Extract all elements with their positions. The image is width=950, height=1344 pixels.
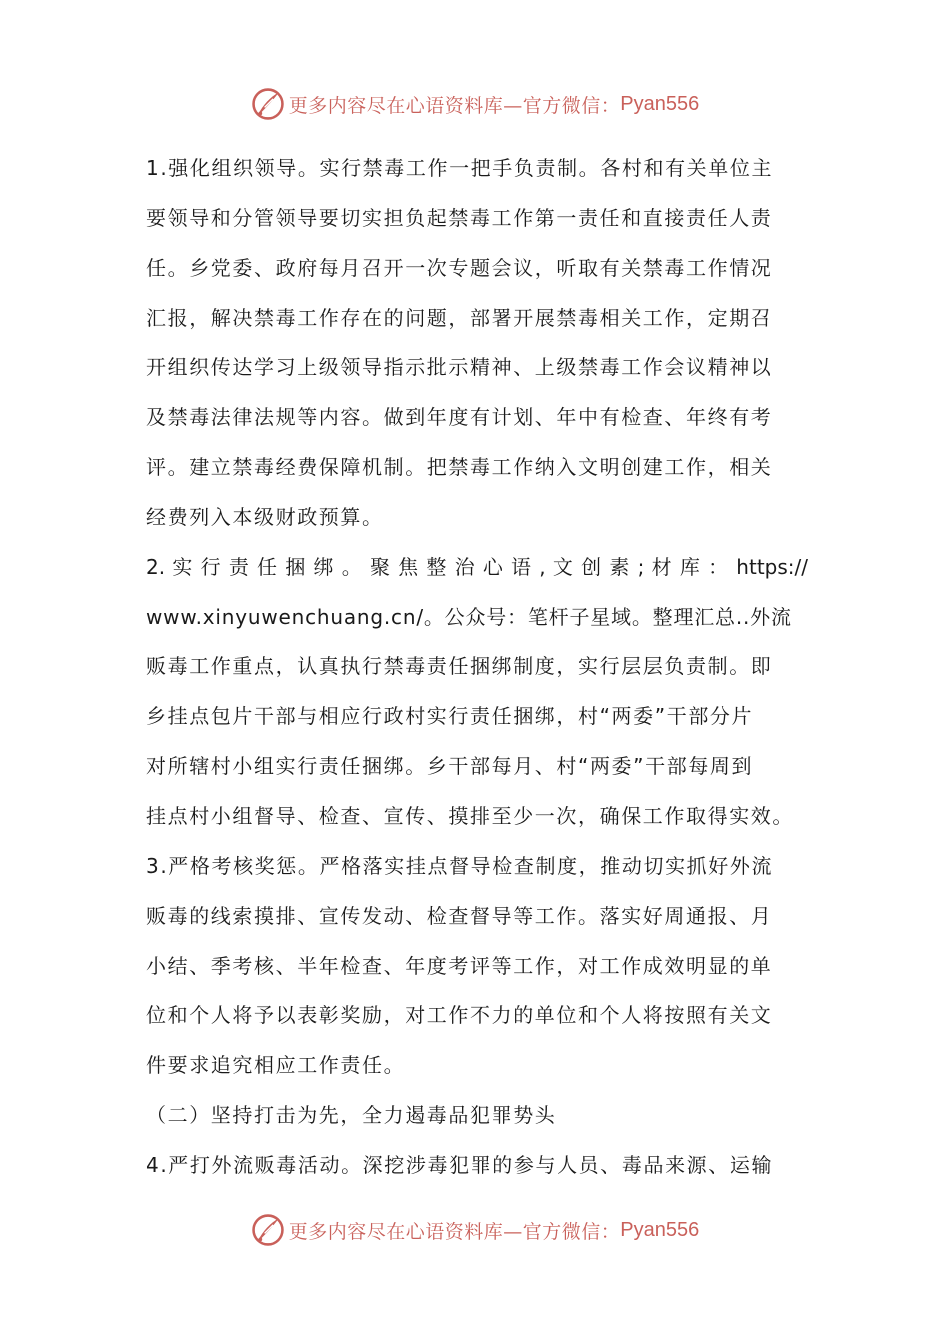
text-line: 挂点村小组督导、检查、宣传、摸排至少一次，确保工作取得实效。 <box>146 803 794 828</box>
text-line: 任。乡党委、政府每月召开一次专题会议，听取有关禁毒工作情况 <box>146 255 773 280</box>
text-line: 位和个人将予以表彰奖励，对工作不力的单位和个人将按照有关文 <box>146 1003 773 1028</box>
text-line: 4.严打外流贩毒活动。深挖涉毒犯罪的参与人员、毒品来源、运输 <box>146 1152 774 1177</box>
watermark-wechat-id: Pyan556 <box>620 92 700 115</box>
watermark-text: 更多内容尽在心语资料库—官方微信： <box>288 94 621 117</box>
text-line: 贩毒工作重点，认真执行禁毒责任捆绑制度，实行层层负责制。即 <box>146 654 773 679</box>
text-line: 汇报，解决禁毒工作存在的问题，部署开展禁毒相关工作，定期召 <box>146 305 773 330</box>
text-line: 1.强化组织领导。实行禁毒工作一把手负责制。各村和有关单位主 <box>146 156 774 180</box>
text-line: 件要求追究相应工作责任。 <box>146 1053 406 1078</box>
text-line: 要领导和分管领导要切实担负起禁毒工作第一责任和直接责任人责 <box>146 205 773 230</box>
pen-seal-logo-icon <box>251 1213 285 1247</box>
text-line: 小结、季考核、半年检查、年度考评等工作，对工作成效明显的单 <box>146 953 773 978</box>
text-line: 评。建立禁毒经费保障机制。把禁毒工作纳入文明创建工作，相关 <box>146 455 773 480</box>
text-line: 乡挂点包片干部与相应行政村实行责任捆绑，村“两委”干部分片 <box>146 704 754 729</box>
footer-watermark <box>0 1208 950 1252</box>
text-line: 及禁毒法律法规等内容。做到年度有计划、年中有检查、年终有考 <box>146 405 773 430</box>
document-body <box>146 144 808 1191</box>
text-line: 对所辖村小组实行责任捆绑。乡干部每月、村“两委”干部每周到 <box>146 754 754 779</box>
watermark-text: 更多内容尽在心语资料库—官方微信： <box>288 1220 621 1243</box>
text-line: 开组织传达学习上级领导指示批示精神、上级禁毒工作会议精神以 <box>146 355 773 380</box>
text-line: 2. 实 行 责 任 捆 绑 。 聚 焦 整 治 心 语 , 文 创 素 ; 材 库 ： https:// <box>146 554 808 579</box>
section-heading: （二）坚持打击为先，全力遏毒品犯罪势头 <box>146 1103 557 1128</box>
text-line: 经费列入本级财政预算。 <box>146 504 384 529</box>
watermark-wechat-id: Pyan556 <box>620 1218 700 1241</box>
pen-seal-logo-icon <box>251 87 285 121</box>
text-line: www.xinyuwenchuang.cn/。公众号：笔杆子星域。整理汇总..外流 <box>146 604 792 629</box>
text-line: 贩毒的线索摸排、宣传发动、检查督导等工作。落实好周通报、月 <box>146 903 773 928</box>
text-line: 3.严格考核奖惩。严格落实挂点督导检查制度，推动切实抓好外流 <box>146 853 774 878</box>
header-watermark <box>0 82 950 126</box>
